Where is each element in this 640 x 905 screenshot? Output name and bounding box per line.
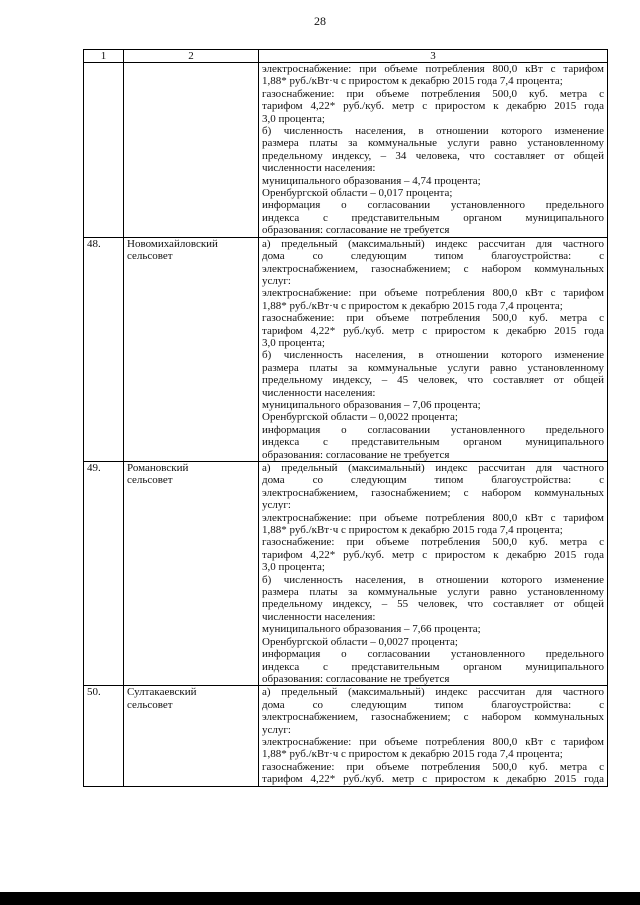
- column-header: 1: [84, 50, 124, 63]
- description-line: индекса с представительным органом муниципального: [262, 436, 604, 449]
- description-line: дома со следующим типом благоустройства: с: [262, 250, 604, 263]
- description-line: услуг:: [262, 499, 291, 512]
- description-line: электроснабжение: при объеме потребления 800,0 кВт с тарифом: [262, 63, 604, 75]
- municipality-name: [124, 686, 259, 786]
- description-line: образования: согласование не требуется: [262, 448, 450, 461]
- table-header-row: [84, 50, 608, 63]
- description-line: электроснабжение: при объеме потребления 800,0 кВт с тарифом: [262, 511, 604, 524]
- index-description: [259, 686, 608, 786]
- municipality-name-line: Новомихайловский: [127, 237, 218, 250]
- column-header: 3: [259, 50, 608, 63]
- description-line: численности населения:: [262, 386, 376, 399]
- municipality-name: [124, 63, 259, 238]
- description-line: размера платы за коммунальные услуги равно установленному: [262, 586, 604, 599]
- description-line: муниципального образования – 7,06 процента;: [262, 398, 481, 411]
- description-line: образования: согласование не требуется: [262, 672, 450, 685]
- description-line: электроснабжение: при объеме потребления 800,0 кВт с тарифом: [262, 287, 604, 300]
- description-line: тарифом 4,22* руб./куб. метр с приростом к декабрю 2015 года: [262, 773, 604, 786]
- index-description: [259, 462, 608, 686]
- municipality-name: [124, 462, 259, 686]
- scan-edge-bar: [0, 892, 640, 905]
- description-line: 1,88* руб./кВт·ч с приростом к декабрю 2015 года 7,4 процента;: [262, 299, 563, 312]
- description-line: б) численность населения, в отношении которого изменение: [262, 573, 604, 586]
- description-line: 3,0 процента;: [262, 112, 325, 125]
- table-row: [84, 686, 608, 786]
- description-line: электроснабжением, газоснабжением; с набором коммунальных: [262, 486, 604, 499]
- table-row: [84, 462, 608, 686]
- description-line: тарифом 4,22* руб./куб. метр с приростом к декабрю 2015 года: [262, 100, 604, 113]
- description-line: газоснабжение: при объеме потребления 500,0 куб. метра с: [262, 87, 604, 100]
- row-number: 49.: [84, 462, 124, 686]
- description-line: муниципального образования – 7,66 процента;: [262, 623, 481, 636]
- description-line: услуг:: [262, 723, 291, 736]
- description-line: а) предельный (максимальный) индекс рассчитан для частного: [262, 686, 604, 699]
- municipality-name-line: сельсовет: [127, 250, 173, 263]
- description-line: предельному индексу, – 45 человек, что составляет от общей: [262, 374, 604, 387]
- row-number: 48.: [84, 237, 124, 461]
- description-line: б) численность населения, в отношении которого изменение: [262, 349, 604, 362]
- description-line: Оренбургской области – 0,0022 процента;: [262, 411, 458, 424]
- description-line: 1,88* руб./кВт·ч с приростом к декабрю 2015 года 7,4 процента;: [262, 75, 563, 88]
- description-line: газоснабжение: при объеме потребления 500,0 куб. метра с: [262, 760, 604, 773]
- description-line: размера платы за коммунальные услуги равно установленному: [262, 361, 604, 374]
- description-line: услуг:: [262, 274, 291, 287]
- description-line: газоснабжение: при объеме потребления 500,0 куб. метра с: [262, 312, 604, 325]
- description-line: 3,0 процента;: [262, 336, 325, 349]
- table-row: [84, 237, 608, 461]
- description-line: Оренбургской области – 0,0027 процента;: [262, 635, 458, 648]
- row-number: [84, 63, 124, 238]
- description-line: б) численность населения, в отношении которого изменение: [262, 125, 604, 138]
- description-line: тарифом 4,22* руб./куб. метр с приростом к декабрю 2015 года: [262, 324, 604, 337]
- page-number: 28: [314, 14, 326, 28]
- municipality-name-line: Романовский: [127, 462, 189, 474]
- description-line: Оренбургской области – 0,017 процента;: [262, 187, 453, 200]
- description-line: численности населения:: [262, 610, 376, 623]
- description-line: 1,88* руб./кВт·ч с приростом к декабрю 2015 года 7,4 процента;: [262, 748, 563, 761]
- description-line: предельному индексу, – 55 человек, что составляет от общей: [262, 598, 604, 611]
- row-number: 50.: [84, 686, 124, 786]
- description-line: а) предельный (максимальный) индекс рассчитан для частного: [262, 462, 604, 474]
- description-line: информация о согласовании установленного предельного: [262, 199, 604, 212]
- description-line: а) предельный (максимальный) индекс рассчитан для частного: [262, 237, 604, 250]
- description-line: тарифом 4,22* руб./куб. метр с приростом к декабрю 2015 года: [262, 548, 604, 561]
- description-line: газоснабжение: при объеме потребления 500,0 куб. метра с: [262, 536, 604, 549]
- municipality-name-line: сельсовет: [127, 698, 173, 711]
- description-line: электроснабжением, газоснабжением; с набором коммунальных: [262, 262, 604, 275]
- tariff-table: [83, 49, 608, 787]
- description-line: индекса с представительным органом муниципального: [262, 211, 604, 224]
- description-line: индекса с представительным органом муниципального: [262, 660, 604, 673]
- description-line: электроснабжение: при объеме потребления 800,0 кВт с тарифом: [262, 735, 604, 748]
- description-line: 1,88* руб./кВт·ч с приростом к декабрю 2015 года 7,4 процента;: [262, 524, 563, 537]
- description-line: дома со следующим типом благоустройства: с: [262, 698, 604, 711]
- municipality-name-line: сельсовет: [127, 474, 173, 487]
- description-line: образования: согласование не требуется: [262, 224, 450, 237]
- index-description: [259, 237, 608, 461]
- description-line: предельному индексу, – 34 человека, что составляет от общей: [262, 149, 604, 162]
- municipality-name: [124, 237, 259, 461]
- description-line: информация о согласовании установленного предельного: [262, 423, 604, 436]
- description-line: размера платы за коммунальные услуги равно установленному: [262, 137, 604, 150]
- index-description: [259, 63, 608, 238]
- description-line: муниципального образования – 4,74 процента;: [262, 174, 481, 187]
- description-line: информация о согласовании установленного предельного: [262, 648, 604, 661]
- municipality-name-line: Султакаевский: [127, 686, 197, 699]
- table-body: [84, 63, 608, 787]
- description-line: численности населения:: [262, 162, 376, 175]
- table-row: [84, 63, 608, 238]
- description-line: дома со следующим типом благоустройства: с: [262, 474, 604, 487]
- description-line: 3,0 процента;: [262, 561, 325, 574]
- column-header: 2: [124, 50, 259, 63]
- description-line: электроснабжением, газоснабжением; с набором коммунальных: [262, 711, 604, 724]
